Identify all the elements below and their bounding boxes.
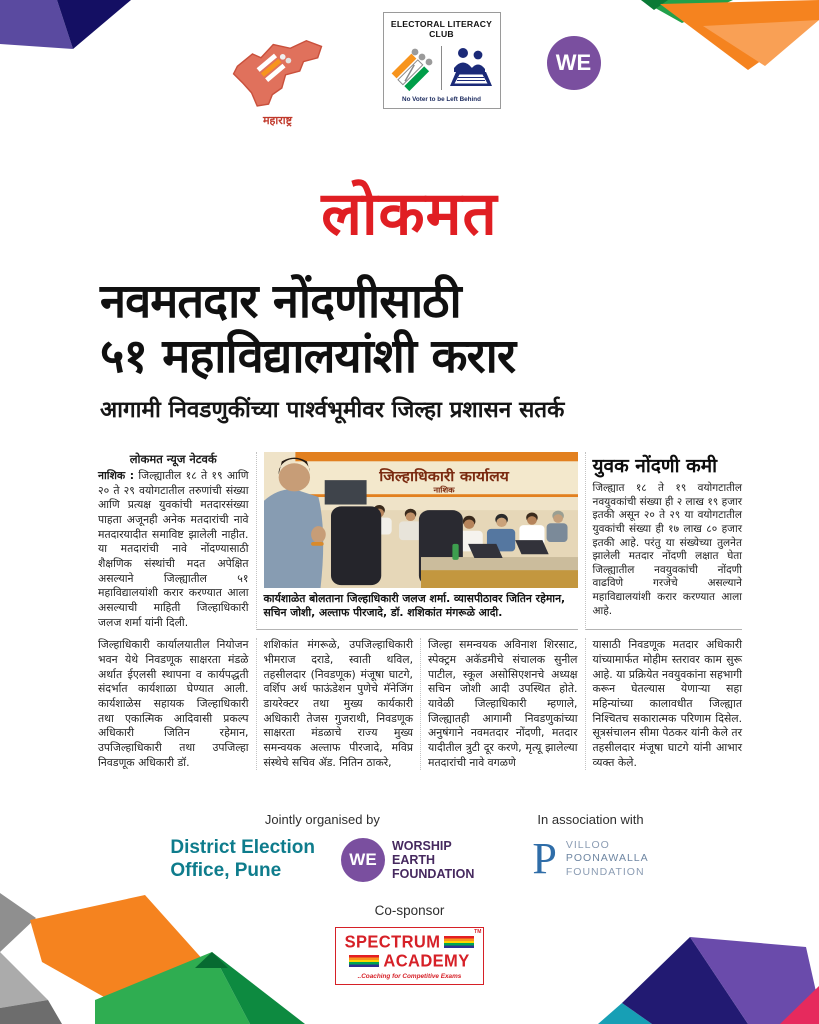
article-body bbox=[98, 452, 742, 770]
deo-line-2: Office, Pune bbox=[170, 859, 282, 881]
association-group bbox=[532, 812, 648, 881]
cosponsor-label: Co-sponsor bbox=[374, 902, 445, 918]
electoral-literacy-club-logo bbox=[383, 12, 501, 109]
paragraph-1-text: जिल्ह्यातील १८ ते १९ आणि २० ते २९ वयोगटातील तरुणांची संख्या आणि प्रत्यक्ष युवकांची मतदारसंख्या पाहता अजूनही अनेक मतदारांची नावे मतदारयादीत समाविष्ट झालेली नाहीत. या मतदारांची नावे नोंदण्यासाठी शैक्षणिक संस्थांची मदत अपेक्षित असल्याने जिल्ह्यातील ५१ महाविद्यालयांशी करार करण्यात आला असल्याची माहिती जिल्हाधिकारी जलज शर्मा यांनी दिली. bbox=[98, 469, 249, 629]
photo-caption: कार्यशाळेत बोलताना जिल्हाधिकारी जलज शर्मा. व्यासपीठावर जितिन रहेमान, सचिन जोशी, अल्ताफ पीरजादे, डॉ. शशिकांत मंगरूळे आदी. bbox=[263, 592, 566, 620]
spectrum-tagline: ..Coaching for Competitive Exams bbox=[357, 972, 462, 980]
lokmat-masthead: लोकमत bbox=[321, 179, 498, 249]
paragraph-4: जिल्हा समन्वयक अविनाश शिरसाट, स्पेक्ट्रम अकॅडमीचे संचालक सुनील पाटील, स्कूल असोसिएशनचे अध्यक्ष सचिन जोशी आदी उपस्थित होते. यावेळी जिल्हाधिकारी म्हणाले, जिल्ह्यातही आगामी निवडणुकांच्या अनुषंगाने नवमतदार नोंदणी, मतदार यादीतील त्रुटी दूर करणे, मृत्यू झालेल्या मतदारांची नावे वगळणे bbox=[420, 638, 578, 770]
worship-line-3: FOUNDATION bbox=[392, 866, 475, 881]
headline-line-2: ५१ महाविद्यालयांशी करार bbox=[100, 328, 516, 384]
spectrum-tm-mark: TM bbox=[474, 928, 482, 935]
poonawalla-line-3: FOUNDATION bbox=[565, 865, 645, 878]
photo-cell bbox=[256, 452, 578, 630]
voters-evm-icon bbox=[447, 44, 495, 92]
spectrum-academy-logo bbox=[335, 927, 485, 985]
rainbow-stripes-icon bbox=[444, 936, 474, 948]
elc-tagline: No Voter to be Left Behind bbox=[402, 96, 481, 103]
district-election-office-logo bbox=[170, 837, 315, 883]
headline-block bbox=[100, 274, 750, 424]
photo-banner-line-2: नाशिक bbox=[432, 485, 455, 495]
we-circle-icon: WE bbox=[341, 838, 385, 882]
spectrum-line-2: ACADEMY bbox=[383, 950, 470, 971]
elc-divider bbox=[441, 46, 442, 90]
worship-line-1: WORSHIP bbox=[392, 838, 452, 853]
jointly-organised-label: Jointly organised by bbox=[264, 812, 380, 827]
elc-title: ELECTORAL LITERACY CLUB bbox=[390, 19, 493, 39]
we-logo: WE bbox=[547, 36, 601, 90]
spectrum-line-1: SPECTRUM bbox=[344, 931, 441, 952]
sidebar-body: जिल्ह्यात १८ ते १९ वयोगटातील नवयुवकांची संख्या ही २ लाख १९ हजार इतकी असून २० ते २९ या वयोगटातील युवकांची संख्या ही १७ लाख ८० हजार इतकी आहे. परंतु या संख्येच्या तुलनेत झालेली मतदार नोंदणी लक्षात घेता जिल्ह्यातील नवयुवकांची नोंदणी वाढविणे गरजेचे असल्याने महाविद्यालयांशी करार करण्यात आला आहे. bbox=[592, 482, 742, 617]
worship-line-2: EARTH bbox=[392, 852, 436, 867]
worship-earth-foundation-logo bbox=[341, 838, 474, 882]
poonawalla-monogram: P bbox=[532, 834, 557, 883]
sponsors-footer bbox=[0, 812, 819, 985]
association-label: In association with bbox=[537, 812, 644, 827]
deo-line-1: District Election bbox=[170, 837, 315, 858]
maharashtra-label: महाराष्ट्र bbox=[262, 114, 293, 127]
eci-voter-icon bbox=[388, 44, 436, 92]
paragraph-5: यासाठी निवडणूक मतदार अधिकारी यांच्यामार्फत मोहीम स्तरावर काम सुरू आहे. या प्रक्रियेत नवयुवकांना सहभागी करून घेतल्यास येणाऱ्या सहा महिन्यांच्या कालावधीत जिल्ह्यात निश्चितच सकारात्मक परिणाम दिसेल. सूत्रसंचालन सीमा पेठकर यांनी केले तर तहसीलदार मंजूषा घाटगे यांनी आभार व्यक्त केले. bbox=[585, 638, 743, 770]
paragraph-1 bbox=[98, 469, 249, 630]
article-bottom-row bbox=[98, 638, 742, 770]
maharashtra-map-icon bbox=[226, 34, 330, 108]
header-logos bbox=[0, 12, 819, 128]
paragraph-2: जिल्हाधिकारी कार्यालयातील नियोजन भवन येथे निवडणूक साक्षरता मंडळे अर्थात ईएलसी स्थापना व कार्यपद्धती संदर्भात कार्यशाळा घेण्यात आली. कार्यशाळेस सहायक जिल्हाधिकारी तथा एकात्मिक आदिवासी प्रकल्प अधिकारी जितिन रहेमान, उपजिल्हाधिकारी तथा उपजिल्हा निवडणूक अधिकारी डॉ. bbox=[98, 638, 249, 769]
elc-icons bbox=[388, 44, 496, 92]
photo-banner-line-1: जिल्हाधिकारी कार्यालय bbox=[378, 467, 509, 485]
headline-line-1: नवमतदार नोंदणीसाठी bbox=[100, 274, 461, 329]
article-top-row bbox=[98, 452, 742, 630]
article-column-1 bbox=[98, 452, 249, 630]
paragraph-3: शशिकांत मंगरूळे, उपजिल्हाधिकारी भीमराज दराडे, स्वाती थविल, तहसीलदार (निवडणूक) मंजूषा घाटगे, वर्शिप अर्थ फाऊंडेशन पुणेचे मॅनेजिंग डायरेक्टर तथा मुख्य कार्यकारी अधिकारी तेजस गुजराथी, निवडणूक साक्षरता मंडळाचे राज्य मुख्य समन्वयक अल्ताफ पीरजादे, मविप्र संस्थेचे सचिव ॲड. नितिन ठाकरे, bbox=[256, 638, 414, 770]
maharashtra-eci-logo bbox=[219, 12, 337, 128]
subheadline: आगामी निवडणुकींच्या पार्श्वभूमीवर जिल्हा प्रशासन सतर्क bbox=[100, 396, 565, 423]
workshop-photo bbox=[264, 452, 578, 588]
sidebar-box bbox=[585, 452, 743, 630]
dateline: नाशिक : bbox=[98, 469, 135, 482]
jointly-organised-group bbox=[170, 812, 474, 883]
poonawalla-line-1: VILLOO bbox=[565, 839, 610, 852]
poonawalla-line-2: POONAWALLA bbox=[565, 852, 649, 865]
villoo-poonawalla-logo bbox=[532, 834, 649, 883]
rainbow-stripes-icon bbox=[349, 955, 379, 967]
sidebar-heading: युवक नोंदणी कमी bbox=[592, 455, 717, 477]
workshop-photo-illustration bbox=[264, 452, 578, 588]
byline: लोकमत न्यूज नेटवर्क bbox=[129, 452, 217, 466]
